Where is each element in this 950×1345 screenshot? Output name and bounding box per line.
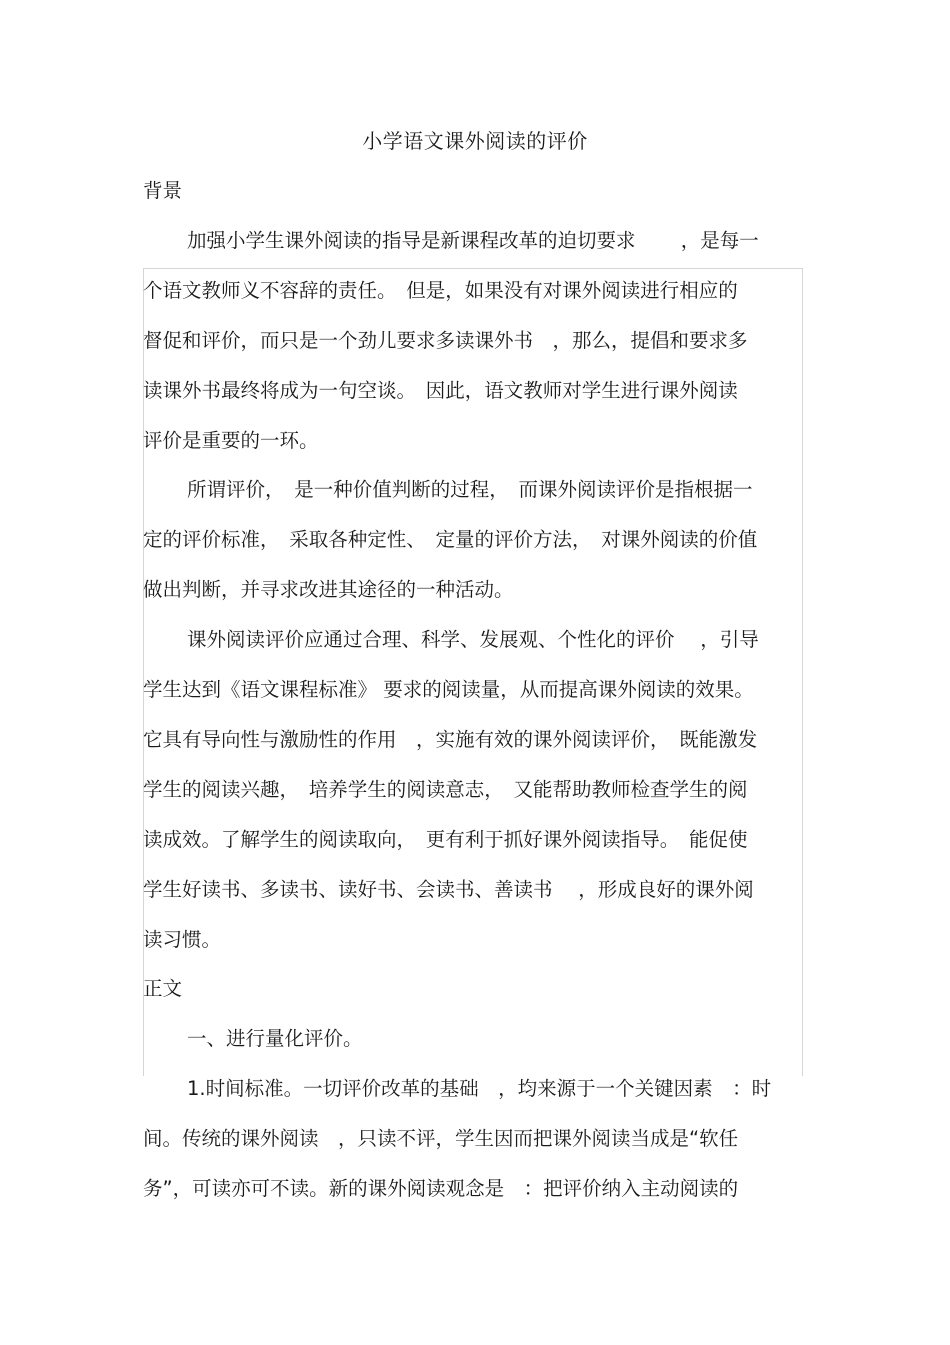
text-line: 务”，可读亦可不读。新的课外阅读观念是 ：把评价纳入主动阅读的	[143, 1177, 739, 1200]
text-line: 正文	[143, 977, 183, 1000]
document-title: 小学语文课外阅读的评价	[362, 129, 588, 153]
text-line: 定的评价标准， 采取各种定性、 定量的评价方法， 对课外阅读的价值	[143, 528, 758, 551]
text-line: 读习惯。	[143, 928, 222, 951]
text-line: 学生的阅读兴趣， 培养学生的阅读意志， 又能帮助教师检查学生的阅	[143, 778, 748, 801]
text-line: 做出判断，并寻求改进其途径的一种活动。	[143, 578, 514, 601]
text-line: 1.时间标准。一切评价改革的基础 ，均来源于一个关键因素 ：时	[187, 1077, 772, 1100]
text-line: 读成效。了解学生的阅读取向， 更有利于抓好课外阅读指导。 能促使	[143, 828, 748, 851]
text-line: 学生达到《语文课程标准》 要求的阅读量，从而提高课外阅读的效果。	[143, 678, 754, 701]
text-line: 评价是重要的一环。	[143, 429, 319, 452]
text-line: 它具有导向性与激励性的作用 ，实施有效的课外阅读评价， 既能激发	[143, 728, 758, 751]
text-line: 课外阅读评价应通过合理、科学、发展观、个性化的评价 ，引导	[187, 628, 759, 651]
text-line: 间。传统的课外阅读 ，只读不评，学生因而把课外阅读当成是“软任	[143, 1127, 739, 1150]
text-line: 读课外书最终将成为一句空谈。 因此，语文教师对学生进行课外阅读	[143, 379, 738, 402]
text-line: 学生好读书、多读书、读好书、会读书、善读书 ，形成良好的课外阅	[143, 878, 754, 901]
frame-top-line	[143, 268, 803, 269]
text-line: 一、进行量化评价。	[187, 1027, 363, 1050]
text-line: 督促和评价，而只是一个劲儿要求多读课外书 ，那么，提倡和要求多	[143, 329, 748, 352]
frame-right-line	[802, 268, 803, 1076]
text-line: 所谓评价， 是一种价值判断的过程， 而课外阅读评价是指根据一	[187, 478, 753, 501]
text-line: 背景	[143, 179, 183, 202]
text-line: 个语文教师义不容辞的责任。 但是，如果没有对课外阅读进行相应的	[143, 279, 738, 302]
text-line: 加强小学生课外阅读的指导是新课程改革的迫切要求 ，是每一	[187, 229, 759, 252]
